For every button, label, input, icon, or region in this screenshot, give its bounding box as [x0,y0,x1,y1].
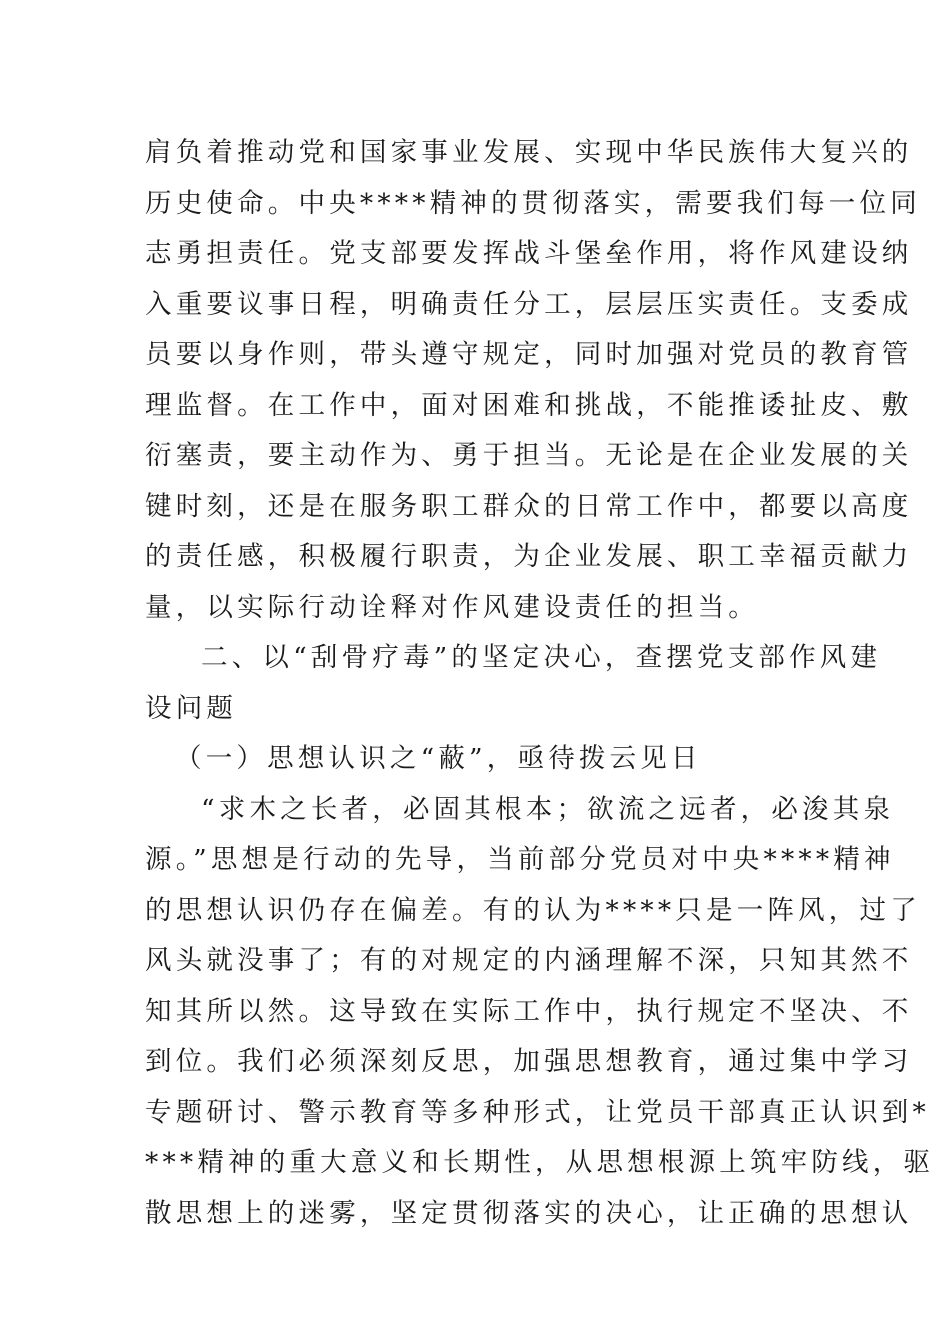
text-line: 散思想上的迷雾，坚定贯彻落实的决心，让正确的思想认 [145,1197,913,1229]
text-line: 肩负着推动党和国家事业发展、实现中华民族伟大复兴的 [145,137,913,168]
text-line: 的思想认识仍存在偏差。有的认为****只是一阵风，过了 [145,894,921,926]
section-heading-line: 设问题 [145,692,238,724]
subheading: （一）思想认识之“蔽”，亟待拨云见日 [175,743,702,774]
text-line: “求木之长者，必固其根本；欲流之远者，必浚其泉 [201,793,895,825]
section-heading-line: 二、以“刮骨疗毒”的坚定决心，查摆党支部作风建 [201,642,882,673]
text-line: 历史使命。中央****精神的贯彻落实，需要我们每一位同 [145,187,921,219]
text-line: 量，以实际行动诠释对作风建设责任的担当。 [145,591,759,623]
text-line: 理监督。在工作中，面对困难和挑战，不能推诿扯皮、敷 [145,389,913,421]
text-line: 的责任感，积极履行职责，为企业发展、职工幸福贡献力 [145,541,913,572]
text-line: 到位。我们必须深刻反思，加强思想教育，通过集中学习 [145,1046,913,1077]
text-line: 员要以身作则，带头遵守规定，同时加强对党员的教育管 [145,339,913,370]
document-body [145,128,935,1239]
paragraph-responsibility [145,128,921,633]
text-line: ***精神的重大意义和长期性，从思想根源上筑牢防线，驱 [145,1147,935,1178]
text-line: 源。”思想是行动的先导，当前部分党员对中央****精神 [145,844,895,875]
text-line: 志勇担责任。党支部要发挥战斗堡垒作用，将作风建设纳 [145,238,913,269]
text-line: 入重要议事日程，明确责任分工，层层压实责任。支委成 [145,288,913,320]
section-heading [145,633,882,734]
text-line: 专题研讨、警示教育等多种形式，让党员干部真正认识到* [145,1096,930,1128]
text-line: 风头就没事了；有的对规定的内涵理解不深，只知其然不 [145,945,913,976]
text-line: 知其所以然。这导致在实际工作中，执行规定不坚决、不 [145,995,913,1027]
text-line: 衍塞责，要主动作为、勇于担当。无论是在企业发展的关 [145,440,913,471]
text-line: 键时刻，还是在服务职工群众的日常工作中，都要以高度 [145,490,913,522]
paragraph-ideology [145,785,935,1240]
